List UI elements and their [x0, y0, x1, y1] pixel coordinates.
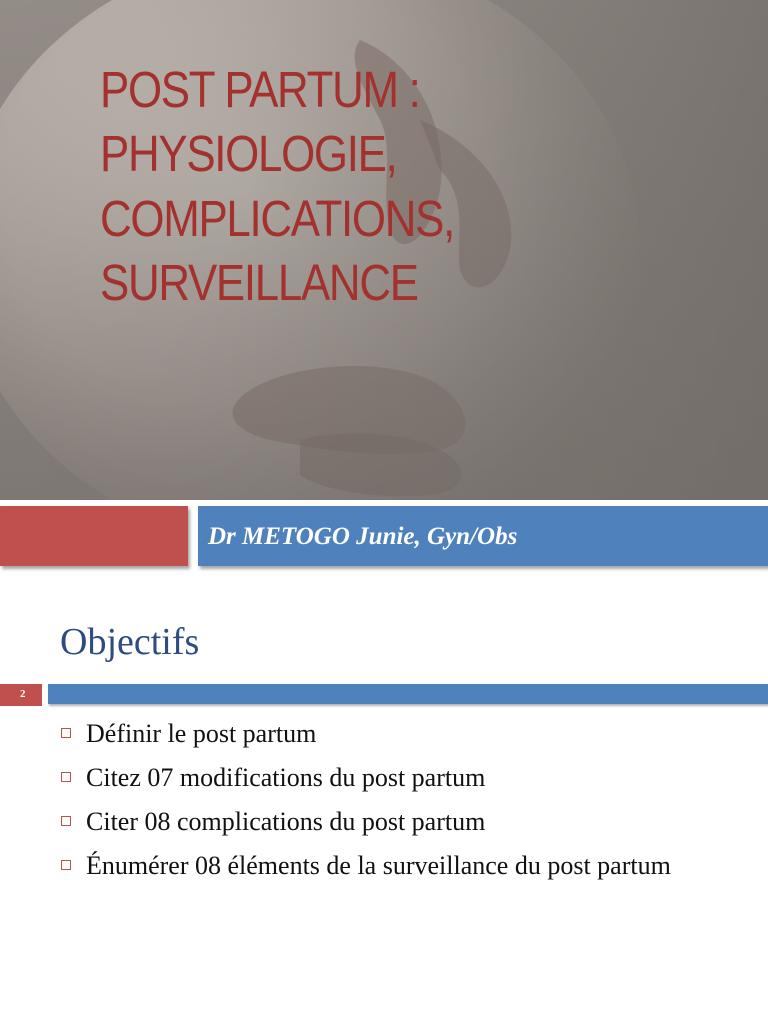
author-name: Dr METOGO Junie, Gyn/Obs [208, 523, 518, 550]
list-item [60, 716, 740, 752]
list-item-text: Citer 08 complications du post partum [86, 807, 486, 836]
slide-number: 2 [20, 688, 26, 700]
hollow-square-icon [61, 728, 71, 738]
objectives-list [60, 716, 740, 892]
list-item [60, 848, 740, 884]
blue-author-bar [198, 506, 768, 566]
list-item-text: Définir le post partum [86, 719, 317, 748]
objectives-slide [0, 590, 768, 1024]
list-item-text: Énumérer 08 éléments de la surveillance du post partum [86, 851, 671, 880]
title-line: COMPLICATIONS, [100, 189, 454, 247]
hollow-square-icon [61, 860, 71, 870]
list-item [60, 804, 740, 840]
title-line: PHYSIOLOGIE, [100, 125, 397, 183]
author-band [0, 506, 768, 570]
title-line: SURVEILLANCE [100, 253, 418, 311]
slide-title: Objectifs [60, 621, 200, 663]
hollow-square-icon [61, 772, 71, 782]
presentation-title [100, 58, 650, 315]
red-accent-bar [0, 506, 188, 566]
title-line: POST PARTUM : [100, 61, 420, 118]
list-item [60, 760, 740, 796]
title-slide [0, 0, 768, 500]
slide-number-badge [0, 684, 42, 706]
blue-header-bar [48, 684, 768, 704]
list-item-text: Citez 07 modifications du post partum [86, 763, 486, 792]
hollow-square-icon [61, 816, 71, 826]
